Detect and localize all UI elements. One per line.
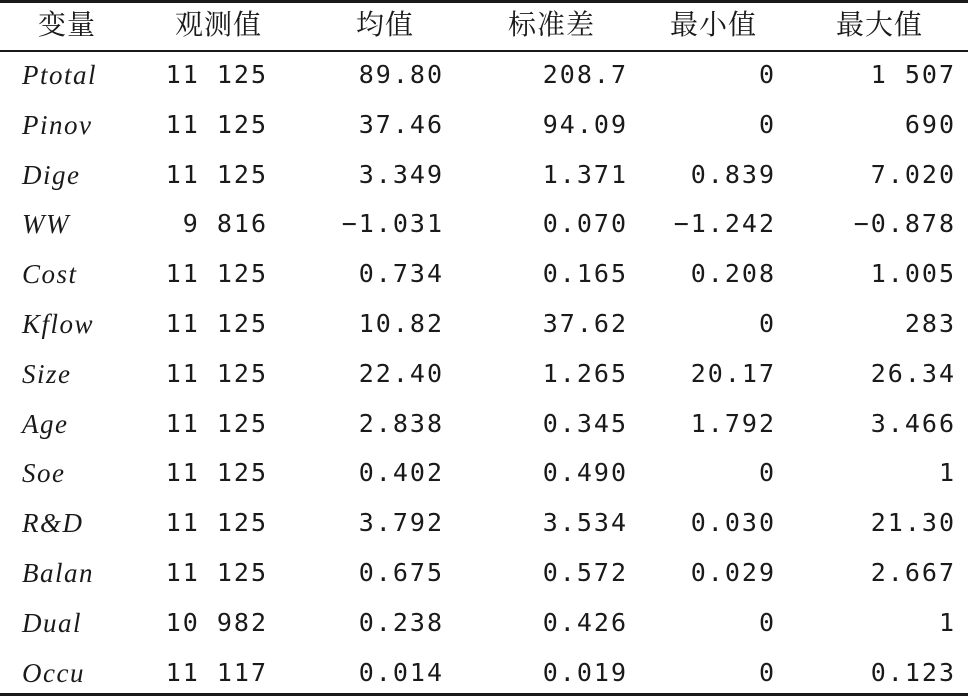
variable-cell: Age [22,408,69,439]
observations-cell: 11 125 [165,458,268,488]
variable-cell: Soe [22,458,66,489]
mean-cell: 22.40 [358,358,444,388]
observations-cell: 11 117 [165,657,268,687]
mean-cell: 0.734 [358,259,444,289]
std-dev-cell: 37.62 [542,309,628,338]
mean-cell: −1.031 [341,209,444,239]
std-dev-cell: 3.534 [542,508,628,538]
variable-cell: Occu [22,657,85,688]
observations-cell: 11 125 [165,259,268,289]
mean-cell: 10.82 [358,309,444,338]
std-dev-cell: 0.572 [542,558,628,587]
std-dev-cell: 1.265 [542,358,628,388]
std-dev-cell: 208.7 [542,60,628,89]
std-dev-cell: 0.019 [542,657,628,687]
max-cell: 1 [938,607,956,637]
std-dev-cell: 0.070 [542,209,628,239]
std-dev-cell: 0.426 [542,607,628,637]
header-rule [0,50,968,52]
mean-cell: 0.402 [358,458,444,488]
variable-cell: Kflow [22,309,95,339]
max-cell: 7.020 [870,159,956,189]
variable-cell: R&D [22,508,84,539]
min-cell: 0 [758,109,776,139]
max-cell: 2.667 [870,558,956,587]
mean-cell: 3.792 [358,508,444,538]
mean-cell: 2.838 [358,408,444,438]
min-cell: 0 [758,607,776,637]
observations-cell: 11 125 [165,60,268,89]
bottom-rule [0,693,968,696]
observations-cell: 11 125 [165,109,268,139]
top-rule [0,0,968,3]
variable-cell: Dige [22,159,81,190]
observations-cell: 11 125 [165,358,268,388]
std-dev-cell: 0.490 [542,458,628,488]
mean-cell: 0.014 [358,657,444,687]
header-std-dev: 标准差 [508,8,596,41]
header-min: 最小值 [670,8,758,41]
observations-cell: 11 125 [165,309,268,338]
variable-cell: Dual [22,607,82,638]
max-cell: 1.005 [870,259,956,289]
min-cell: 0 [758,309,776,338]
observations-cell: 11 125 [165,558,268,587]
min-cell: 20.17 [690,358,776,388]
observations-cell: 11 125 [165,159,268,189]
mean-cell: 3.349 [358,159,444,189]
variable-cell: Cost [22,259,78,290]
min-cell: −1.242 [673,209,776,239]
max-cell: 21.30 [870,508,956,538]
variable-cell: Size [22,358,72,389]
std-dev-cell: 0.165 [542,259,628,289]
min-cell: 0 [758,657,776,687]
header-observations: 观测值 [175,8,263,41]
variable-cell: Pinov [22,109,93,140]
min-cell: 0 [758,458,776,488]
std-dev-cell: 1.371 [542,159,628,189]
std-dev-cell: 94.09 [542,109,628,139]
min-cell: 0 [758,60,776,89]
min-cell: 0.208 [690,259,776,289]
max-cell: 1 [938,458,956,488]
mean-cell: 0.675 [358,558,444,587]
std-dev-cell: 0.345 [542,408,628,438]
observations-cell: 10 982 [165,607,268,637]
max-cell: 1 507 [870,60,956,89]
mean-cell: 89.80 [358,60,444,89]
max-cell: 26.34 [870,358,956,388]
header-mean: 均值 [356,8,415,41]
max-cell: 3.466 [870,408,956,438]
observations-cell: 9 816 [182,209,268,239]
variable-cell: WW [22,209,70,240]
observations-cell: 11 125 [165,408,268,438]
header-max: 最大值 [836,8,924,41]
min-cell: 0.839 [690,159,776,189]
min-cell: 0.030 [690,508,776,538]
variable-cell: Balan [22,558,94,588]
mean-cell: 37.46 [358,109,444,139]
observations-cell: 11 125 [165,508,268,538]
min-cell: 1.792 [690,408,776,438]
max-cell: 283 [904,309,956,338]
mean-cell: 0.238 [358,607,444,637]
max-cell: −0.878 [853,209,956,239]
min-cell: 0.029 [690,558,776,587]
variable-cell: Ptotal [22,60,97,90]
max-cell: 0.123 [870,657,956,687]
max-cell: 690 [904,109,956,139]
header-variable: 变量 [38,8,97,41]
